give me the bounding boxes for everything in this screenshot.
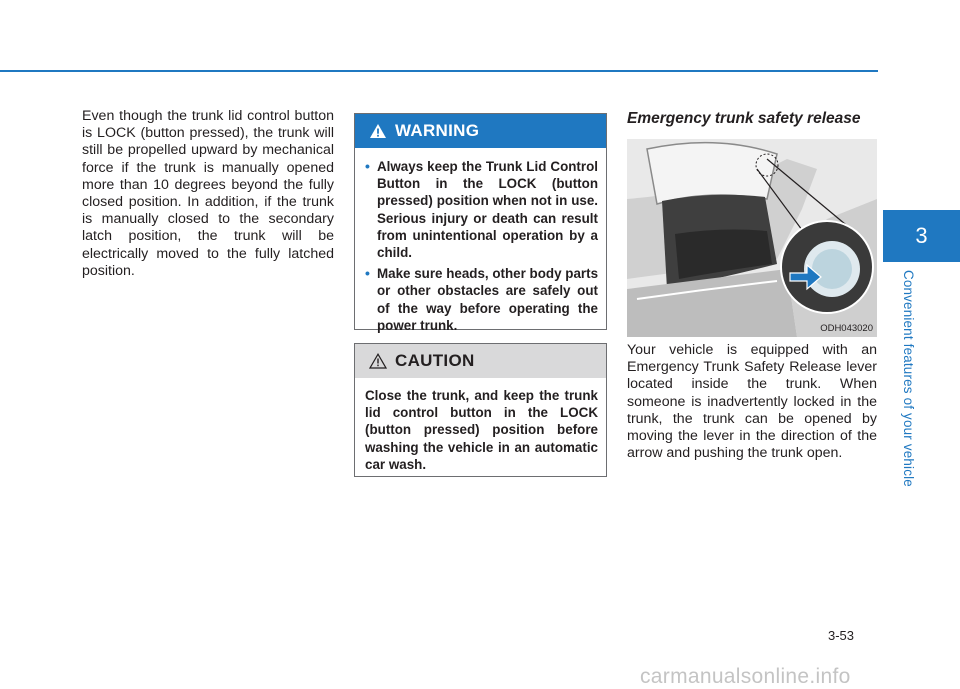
trunk-release-figure xyxy=(627,139,877,337)
header-rule xyxy=(0,70,878,72)
bullet-icon: • xyxy=(365,265,370,282)
warning-item xyxy=(365,158,598,261)
watermark: carmanualsonline.info xyxy=(640,665,851,688)
chapter-tab xyxy=(883,210,960,262)
warning-title: WARNING xyxy=(395,121,480,140)
figure-code: ODH043020 xyxy=(820,323,873,334)
warning-item-text: Make sure heads, other body parts or other obstacles are safely out of the way before operating the power trunk. xyxy=(377,266,599,333)
warning-box xyxy=(354,113,607,333)
caution-box xyxy=(354,343,607,477)
warning-item-text: Always keep the Trunk Lid Control Button in the LOCK (button pressed) position when not in use. Serious injury or death can result from unintentional operation by a child. xyxy=(377,159,598,261)
intro-paragraph: Even though the trunk lid control button is LOCK (button pressed), the trunk will still be propelled upward by mechanical force if the trunk is manually opened more than 10 degrees beyond the fully closed position. In addition, if the trunk is manually closed to the secondary latch position, the trunk will be electrically moved to the fully latched position. xyxy=(82,108,334,279)
chapter-title: Convenient features of your vehicle xyxy=(901,270,916,487)
caution-header xyxy=(355,344,606,378)
section-heading: Emergency trunk safety release xyxy=(627,110,861,127)
chapter-side-title xyxy=(898,270,920,500)
chapter-number: 3 xyxy=(915,223,928,248)
release-paragraph: Your vehicle is equipped with an Emergency Trunk Safety Release lever located inside the trunk. When someone is inadvertently locked in the trunk, the trunk can be opened by moving the lever in the direction of the arrow and pushing the trunk open. xyxy=(627,342,877,462)
trunk-illustration xyxy=(627,139,877,337)
warning-item xyxy=(365,265,598,334)
warning-triangle-icon xyxy=(369,123,387,139)
page-number: 3-53 xyxy=(828,628,855,643)
warning-header xyxy=(355,114,606,148)
caution-triangle-icon xyxy=(369,353,387,369)
caution-text: Close the trunk, and keep the trunk lid control button in the LOCK (button pressed) position before washing the vehicle in an automatic car wash. xyxy=(365,388,598,472)
caution-title: CAUTION xyxy=(395,351,475,370)
bullet-icon: • xyxy=(365,158,370,174)
